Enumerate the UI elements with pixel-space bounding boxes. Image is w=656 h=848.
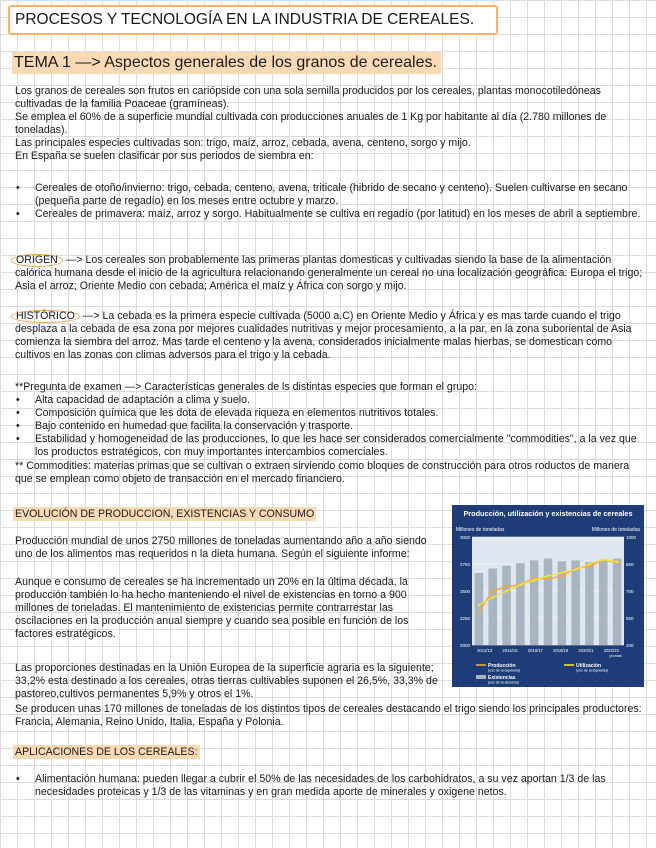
left-tick-label: 2250 [459,616,470,621]
list-item: • Cereales de primavera: maíz, arroz y sorgo. Habitualmente se cultiva en regadío (por latitud) en los meses de abril a septiembre. [15,208,645,221]
evolucion-paragraph: Aunque e consumo de cereales se ha incrementado un 20% en la última década, la producción también lo ha hecho manteniendo el nivel de existencias en torno a 900 millones de toneladas. El mantenimiento de existencias permite contrarrestar las oscilaciones en la producción anual siempre y cuando sea posible en función de los factores estratégicos. [15,576,409,641]
utilizacion-point [588,563,591,566]
pregunta-list [15,394,645,459]
aplicaciones-list [15,773,645,799]
cereal-chart [452,505,644,687]
existencias-bar [488,569,497,646]
utilizacion-point [491,596,494,599]
intro-paragraph: En España se suelen clasificar por sus periodos de siembra en: [15,150,314,163]
utilizacion-point [533,579,536,582]
left-tick-label: 2000 [459,643,470,648]
historico-text: —> La cebada es la primera especie cultivada (5000 a.C) en Oriente Medio y África y es mas tarde cuando el trigo desplaza a la cebada de esa zona por mejores cualidades nutritivas y mejor procesamiento, a la par, en la zona suboriental de Asia comienza la siembra del arroz. Mas tarde el centeno y la avena, considerados inicialmente malas hierbas, se domestican como cultivos en las zonas con climas adversos para el trigo y la cebada. [15,310,632,362]
existencias-bar [502,566,511,645]
list-item: • Bajo contenido en humedad que facilita la conservación y trasporte. [15,420,645,433]
evolucion-heading: EVOLUCIÓN DE PRODUCCION, EXISTENCIAS Y CONSUMO [15,508,315,520]
intro-paragraph: Los granos de cereales son frutos en cariópside con una sola semilla producidos por los cereales, plantas monocotiledóneas cultivadas de la familia Poaceae (gramíneas). [15,85,601,111]
chart-canvas [452,519,644,687]
left-tick-label: 3000 [459,535,470,540]
utilizacion-point [561,571,564,574]
origen-text: —> Los cereales son probablemente las primeras plantas domesticas y cultivadas siendo la base de la alimentación calórica humana desde el inicio de la agricultura relacionando generalmente un cereal no una localización geográfica: Europa el trigo; Asia el arroz; Oriente Medio con cebada; América el maíz y África con sorgo y mijo. [15,254,643,293]
produccion-point [478,610,481,613]
existencias-bar [475,573,484,645]
utilizacion-point [616,561,619,564]
list-item: • Alta capacidad de adaptación a clima y suelo. [15,394,645,407]
existencias-bar [530,560,539,645]
x-tick-label: 2012/13 [477,648,493,653]
tema-heading: TEMA 1 —> Aspectos generales de los granos de cereales. [12,52,441,74]
right-tick-label: 700 [626,589,634,594]
existencias-bar [571,560,580,645]
existencias-bar [516,563,525,645]
x-tick-label: 2016/17 [527,648,543,653]
existencias-bar [544,559,553,645]
legend-note: (esc de la izquierda) [488,668,521,673]
x-tick-label: 2020/21 [578,648,594,653]
list-item: • Cereales de otoño/invierno: trigo, cebada, centeno, avena, triticale (hibrido de secano y centeno). Suelen cultivarse en secano (pequeña parte de regadío) en los meses entre octubre y marzo. [15,182,645,208]
category-note: pronóst. [609,654,623,658]
right-axis-label: Millones de toneladas [591,527,640,533]
legend-swatch [476,675,486,679]
evolucion-paragraph: Producción mundial de unos 2750 millones de toneladas aumentando año a año siendo uno de los alimentos mas requeridos n la dieta humana. Según el siguiente informe: [15,535,427,561]
historico-paragraph [15,310,645,362]
existencias-bar [613,559,622,645]
pregunta-heading: **Pregunta de examen —> Características generales de ls distintas especies que forman el grupo: [15,381,477,393]
intro-section [15,85,645,164]
utilizacion-point [478,604,481,607]
origen-paragraph [15,254,645,293]
legend-note: (esc de la izquierda) [576,668,609,673]
evolucion-paragraph: Las proporciones destinadas en la Unión Europea de la superficie agraria es la siguiente; 33,2% esta destinado a los cereales, otras tierras cultivables suponen el 26,5%, 33,3% de pastoreo,cultivos permanentes 5,9% y otros el 1%. [15,662,438,701]
list-item: • Alimentación humana: pueden llegar a cubrir el 50% de las necesidades de los carbohidratos, a su vez aportan 1/3 de las necesidades proteicas y 1/3 de las vitaminas y en gran medida aporte de minerales y oxigene netos. [15,773,645,799]
utilizacion-point [505,590,508,593]
legend-label: Existencias [488,675,516,681]
siembra-list [15,182,645,221]
produccion-point [547,578,550,581]
right-tick-label: 400 [626,643,634,648]
x-tick-label: 2014/15 [502,648,518,653]
existencias-bar [585,562,594,645]
list-item: • Estabilidad y homogeneidad de las producciones, lo que les hace ser considerados comercialmente "commodities", a la vez que los productos estratégicos, con muy importantes intercambios comerciales. [15,433,645,459]
utilizacion-point [574,568,577,571]
right-tick-label: 850 [626,562,634,567]
produccion-point [491,590,494,593]
document-title: PROCESOS Y TECNOLOGÍA EN LA INDUSTRIA DE CEREALES. [8,5,498,35]
right-tick-label: 550 [626,616,634,621]
left-tick-label: 2500 [459,589,470,594]
intro-paragraph: Las principales especies cultivadas son: trigo, maíz, arroz, cebada, avena, centeno, sorgo y mijo. [15,137,471,150]
utilizacion-point [547,575,550,578]
historico-label: HISTÓRICO [11,310,80,323]
utilizacion-point [519,583,522,586]
pregunta-section [15,381,645,486]
legend-label: Utilización [576,663,602,669]
origen-label: ORIGEN [11,254,63,267]
x-tick-label: 2022/23 [603,648,619,653]
existencias-bar [599,560,608,646]
intro-paragraph: Se emplea el 60% de a superficie mundial cultivada con producciones anuales de 1 Kg por habitante al día (2.780 millones de toneladas). [15,111,607,137]
aplicaciones-heading: APLICACIONES DE LOS CEREALES: [15,746,198,758]
right-tick-label: 1000 [626,535,637,540]
utilizacion-point [602,558,605,561]
left-tick-label: 2750 [459,562,470,567]
x-tick-label: 2018/19 [553,648,569,653]
evolucion-paragraph: Se producen unas 170 millones de toneladas de los distintos tipos de cereales destacando el trigo siendo los principales productores: Francia, Alemania, Reino Unido, Italia, España y Polonia. [15,703,642,729]
produccion-point [561,575,564,578]
legend-label: Producción [488,663,516,669]
legend-note: (esc de la derecha) [488,680,519,685]
left-axis-label: Millones de toneladas [456,527,505,533]
produccion-point [505,585,508,588]
list-item: • Composición química que les dota de elevada riqueza en elementos nutritivos totales. [15,407,645,420]
chart-title: Producción, utilización y existencias de cereales [463,509,633,518]
commodities-note: ** Commodities: materias primas que se cultivan o extraen sirviendo como bloques de construcción para otros roductos de manera que se emplean como objeto de transacción en el mercado financiero. [15,459,630,485]
